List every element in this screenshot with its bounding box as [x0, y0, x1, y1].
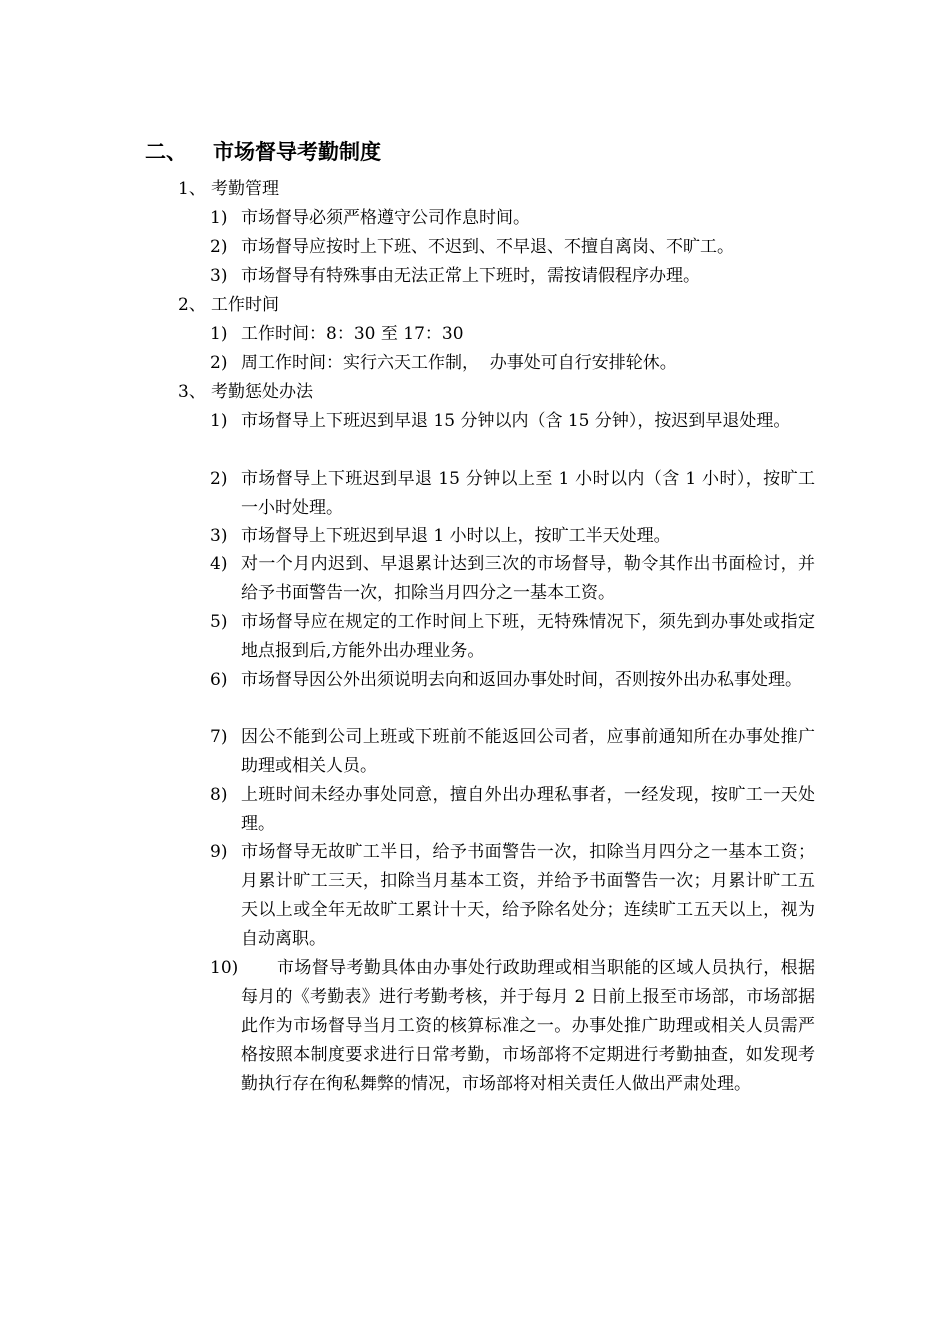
- list-item: [210, 349, 815, 378]
- list-item: [210, 262, 815, 291]
- item-number: 6): [210, 670, 228, 690]
- item-text: 市场督导应按时上下班、不迟到、不早退、不擅自离岗、不旷工。: [241, 237, 734, 257]
- item-number: 8): [210, 785, 228, 805]
- item-text: 周工作时间：实行六天工作制， 办事处可自行安排轮休。: [241, 353, 677, 373]
- list-item: [210, 550, 815, 608]
- item-text: 市场督导有特殊事由无法正常上下班时，需按请假程序办理。: [241, 266, 700, 286]
- list-item: [210, 781, 815, 839]
- list-item: [210, 233, 815, 262]
- list-item: [210, 723, 815, 781]
- item-text: 工作时间：8：30 至 17：30: [241, 324, 464, 344]
- item-number: 1): [210, 411, 228, 431]
- item-number: 2): [210, 237, 228, 257]
- list-item: [210, 666, 815, 695]
- item-number: 1): [210, 208, 228, 228]
- subsection-title: 考勤惩处办法: [211, 382, 313, 402]
- item-text: 市场督导考勤具体由办事处行政助理或相当职能的区域人员执行，根据每月的《考勤表》进行考勤考核，并于每月 2 日前上报至市场部，市场部据此作为市场督导当月工资的核算标准之一。办事处推广助理或相关人员需严格按照本制度要求进行日常考勤，市场部将不定期进行考勤抽查，如发现考勤执行存在徇私舞弊的情况，市场部将对相关责任人做出严肃处理。: [241, 958, 815, 1094]
- item-number: 3): [210, 266, 228, 286]
- item-text: 市场督导上下班迟到早退 1 小时以上，按旷工半天处理。: [241, 526, 671, 546]
- item-text: 因公不能到公司上班或下班前不能返回公司者，应事前通知所在办事处推广助理或相关人员。: [241, 727, 815, 776]
- list-item: [210, 838, 815, 954]
- subsection-title: 工作时间: [211, 295, 279, 315]
- list-item: [210, 608, 815, 666]
- item-number: 2): [210, 469, 228, 489]
- subsection-heading: [178, 294, 279, 316]
- list-item: [210, 320, 815, 349]
- item-text: 对一个月内迟到、早退累计达到三次的市场督导，勒令其作出书面检讨，并给予书面警告一次，扣除当月四分之一基本工资。: [241, 554, 815, 603]
- list-item: [210, 954, 815, 1099]
- list-item: [210, 522, 815, 551]
- section-heading: [145, 138, 381, 166]
- item-text: 市场督导上下班迟到早退 15 分钟以上至 1 小时以内（含 1 小时），按旷工一小时处理。: [241, 469, 815, 518]
- item-number: 5): [210, 612, 228, 632]
- item-number: 4): [210, 554, 228, 574]
- list-item: [210, 407, 815, 436]
- subsection-number: 3、: [178, 382, 206, 402]
- item-text: 市场督导必须严格遵守公司作息时间。: [241, 208, 530, 228]
- item-text: 市场督导上下班迟到早退 15 分钟以内（含 15 分钟），按迟到早退处理。: [241, 411, 791, 431]
- subsection-number: 1、: [178, 179, 206, 199]
- subsection-heading: [178, 381, 313, 403]
- list-item: [210, 204, 815, 233]
- item-number: 1): [210, 324, 228, 344]
- list-item: [210, 465, 815, 523]
- item-text: 市场督导应在规定的工作时间上下班，无特殊情况下，须先到办事处或指定地点报到后,方能外出办理业务。: [241, 612, 815, 661]
- item-number: 9): [210, 842, 228, 862]
- item-number: 2): [210, 353, 228, 373]
- item-text: 市场督导无故旷工半日，给予书面警告一次，扣除当月四分之一基本工资；月累计旷工三天，扣除当月基本工资，并给予书面警告一次；月累计旷工五天以上或全年无故旷工累计十天，给予除名处分；连续旷工五天以上，视为自动离职。: [241, 842, 815, 949]
- item-text: 市场督导因公外出须说明去向和返回办事处时间，否则按外出办私事处理。: [241, 670, 802, 690]
- section-title: 市场督导考勤制度: [213, 139, 381, 164]
- subsection-heading: [178, 178, 279, 200]
- item-number: 3): [210, 526, 228, 546]
- item-number: 7): [210, 727, 228, 747]
- section-number: 二、: [145, 139, 187, 164]
- subsection-number: 2、: [178, 295, 206, 315]
- subsection-title: 考勤管理: [211, 179, 279, 199]
- item-number: 10): [210, 958, 239, 978]
- item-text: 上班时间未经办事处同意，擅自外出办理私事者，一经发现，按旷工一天处理。: [241, 785, 815, 834]
